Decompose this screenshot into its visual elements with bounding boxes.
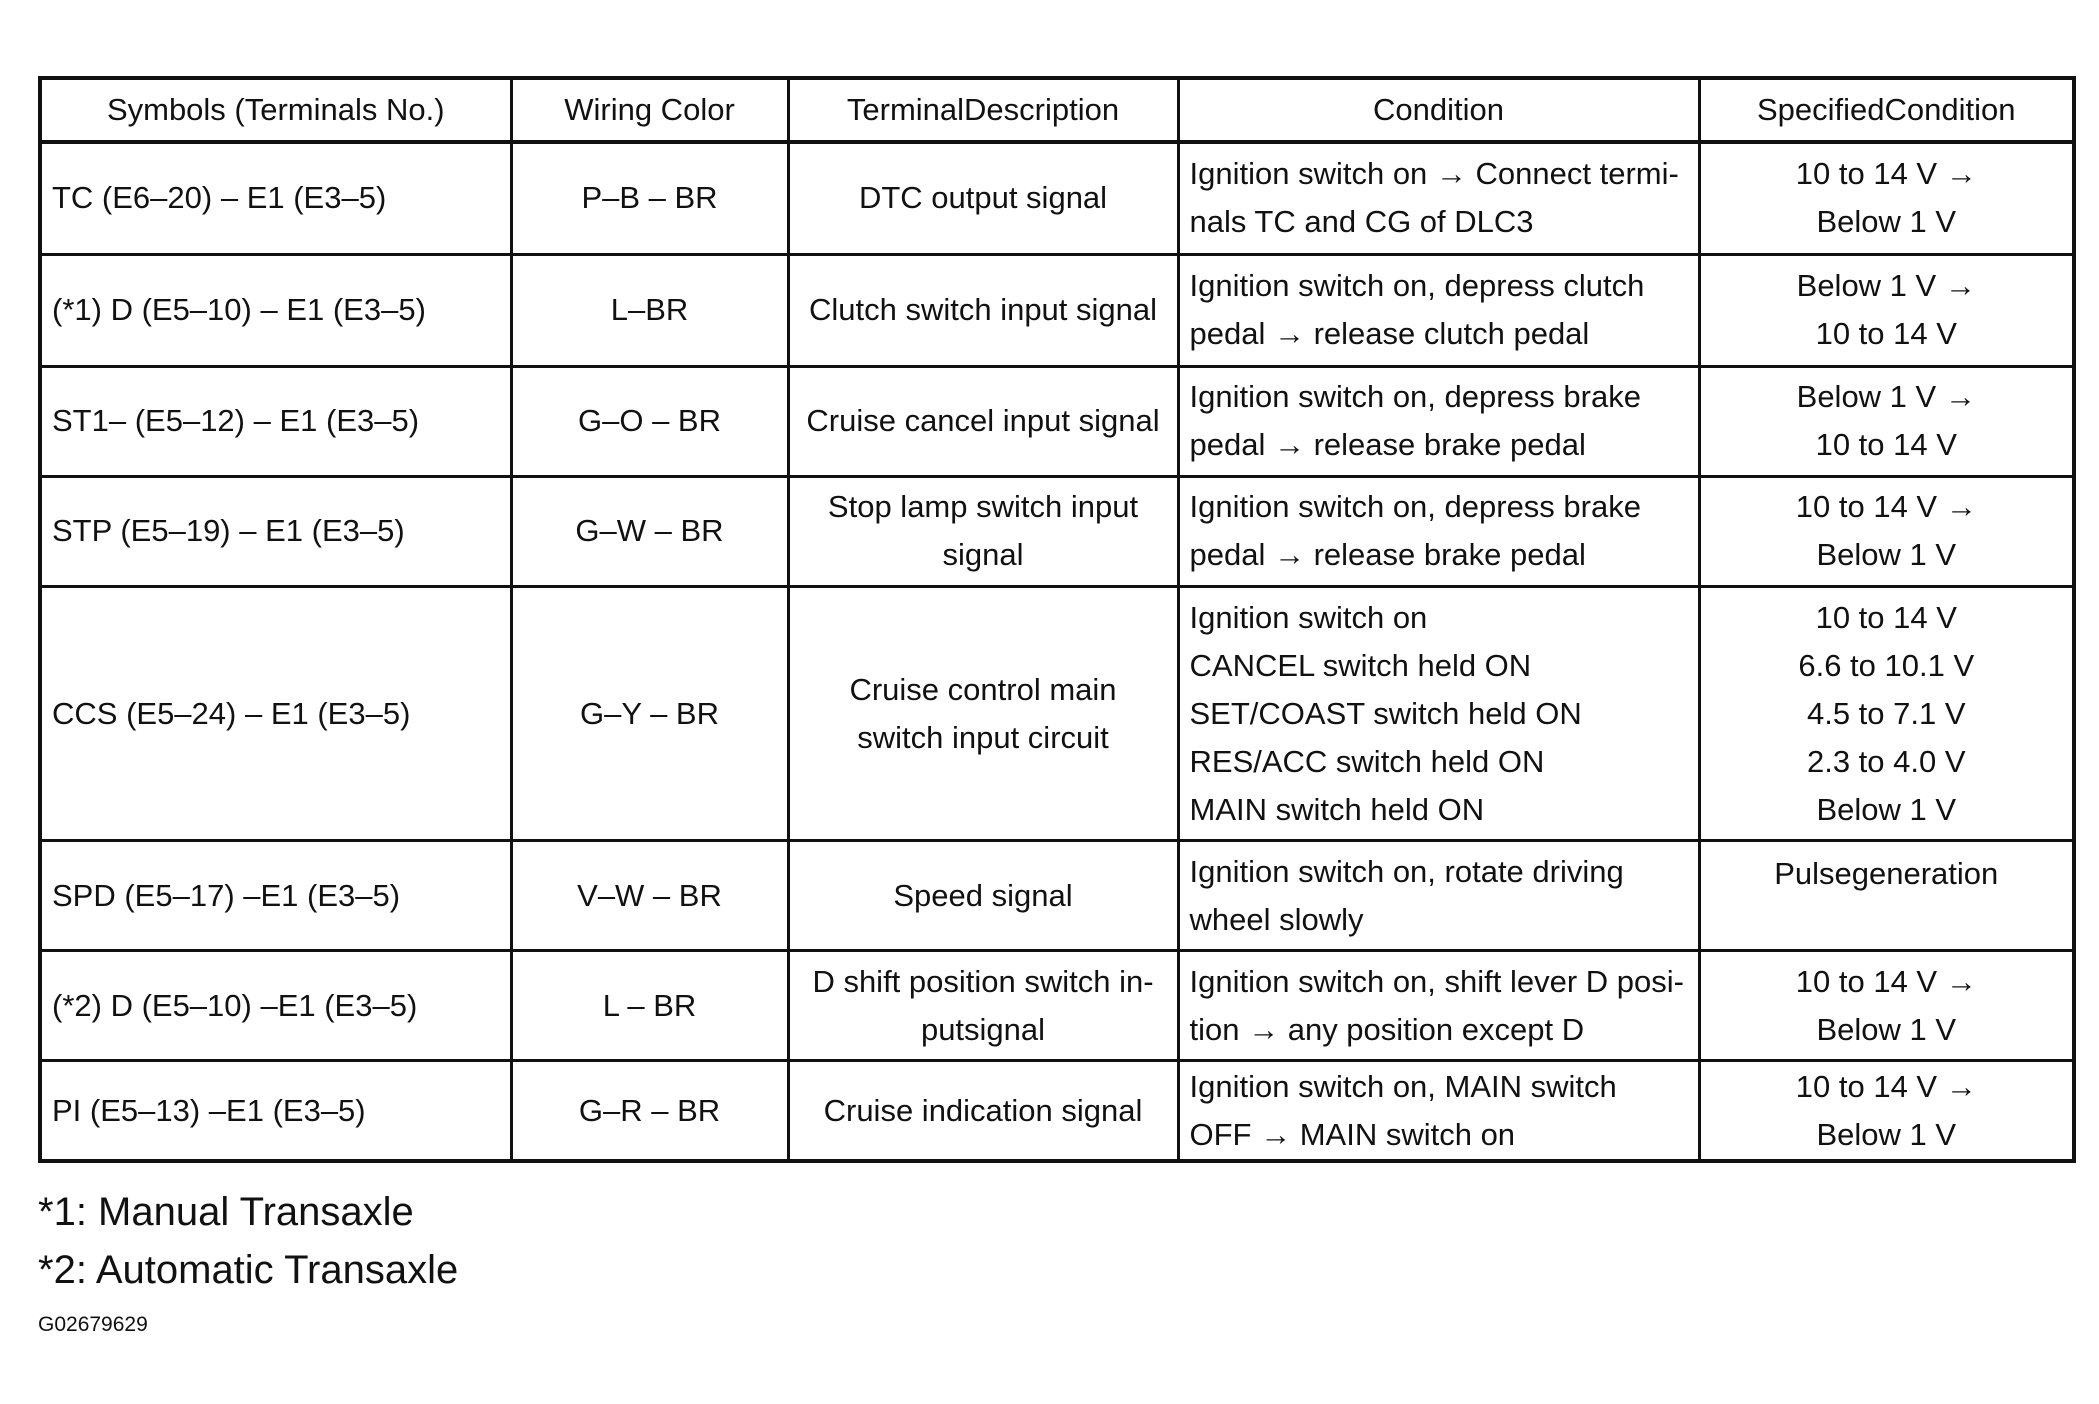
specified-condition-cell — [1699, 951, 2074, 1061]
header-terminal-description: TerminalDescription — [788, 78, 1178, 142]
specified-condition-cell-line: 10 to 14 V → — [1795, 489, 1977, 525]
wiring-color-cell: L–BR — [511, 254, 788, 366]
specified-condition-cell-line: 6.6 to 10.1 V — [1798, 647, 1975, 683]
condition-cell-line: tion → any position except D — [1189, 1011, 1585, 1047]
symbol-cell: SPD (E5–17) –E1 (E3–5) — [40, 841, 511, 951]
terminal-description-cell — [788, 366, 1178, 476]
figure-code: G02679629 — [38, 1313, 148, 1336]
specified-condition-cell — [1699, 142, 2074, 254]
condition-cell — [1178, 476, 1699, 586]
specified-condition-cell — [1699, 841, 2074, 951]
condition-cell — [1178, 142, 1699, 254]
specified-condition-cell-line: 10 to 14 V → — [1795, 1068, 1977, 1104]
symbol-cell: (*1) D (E5–10) – E1 (E3–5) — [40, 254, 511, 366]
symbol-cell: PI (E5–13) –E1 (E3–5) — [40, 1061, 511, 1161]
terminal-description-cell — [788, 841, 1178, 951]
specified-condition-cell-line: Below 1 V — [1816, 204, 1957, 240]
table-row — [40, 142, 2074, 254]
terminal-description-cell — [788, 142, 1178, 254]
wiring-color-cell: G–R – BR — [511, 1061, 788, 1161]
specified-condition-cell-line: 2.3 to 4.0 V — [1806, 743, 1966, 779]
condition-cell-line: nals TC and CG of DLC3 — [1189, 204, 1534, 240]
table-row — [40, 254, 2074, 366]
header-condition: Condition — [1178, 78, 1699, 142]
condition-cell-line: CANCEL switch held ON — [1189, 647, 1532, 683]
condition-cell — [1178, 1061, 1699, 1161]
specified-condition-cell-line: Below 1 V — [1816, 1011, 1957, 1047]
condition-cell-line: Ignition switch on — [1189, 599, 1428, 635]
terminal-description-cell-line: D shift position switch in- — [812, 963, 1154, 999]
wiring-color-cell: L – BR — [511, 951, 788, 1061]
condition-cell-line: SET/COAST switch held ON — [1189, 695, 1582, 731]
condition-cell — [1178, 366, 1699, 476]
table-row — [40, 1061, 2074, 1161]
terminal-description-cell-line: Cruise control main — [849, 671, 1117, 707]
terminal-description-cell — [788, 1061, 1178, 1161]
specified-condition-cell-line: Below 1 V — [1816, 537, 1957, 573]
wiring-color-cell: V–W – BR — [511, 841, 788, 951]
terminal-description-cell-line: DTC output signal — [858, 180, 1108, 216]
specified-condition-cell-line: 10 to 14 V — [1815, 316, 1957, 352]
condition-cell-line: pedal → release clutch pedal — [1189, 316, 1590, 352]
wiring-color-cell: G–Y – BR — [511, 586, 788, 840]
condition-cell-line: RES/ACC switch held ON — [1189, 743, 1545, 779]
table-row — [40, 951, 2074, 1061]
terminal-description-cell-line: Stop lamp switch input — [827, 489, 1139, 525]
header-wiring-color: Wiring Color — [511, 78, 788, 142]
specified-condition-cell — [1699, 254, 2074, 366]
terminal-description-cell-line: Clutch switch input signal — [808, 292, 1158, 328]
symbol-cell: (*2) D (E5–10) –E1 (E3–5) — [40, 951, 511, 1061]
specified-condition-cell-line: Below 1 V → — [1796, 379, 1976, 415]
footnote-automatic-transaxle: *2: Automatic Transaxle — [38, 1248, 459, 1292]
terminal-table — [38, 76, 2076, 1163]
table-row — [40, 841, 2074, 951]
condition-cell — [1178, 254, 1699, 366]
terminal-description-cell-line: putsignal — [920, 1011, 1046, 1047]
condition-cell-line: Ignition switch on, shift lever D posi- — [1189, 963, 1684, 999]
symbol-cell: STP (E5–19) – E1 (E3–5) — [40, 476, 511, 586]
specified-condition-cell-line: Below 1 V — [1816, 791, 1957, 827]
condition-cell-line: Ignition switch on, MAIN switch — [1189, 1068, 1617, 1104]
specified-condition-cell — [1699, 586, 2074, 840]
symbol-cell: ST1– (E5–12) – E1 (E3–5) — [40, 366, 511, 476]
condition-cell-line: Ignition switch on, rotate driving — [1189, 853, 1624, 889]
condition-cell-line: Ignition switch on, depress clutch — [1189, 268, 1645, 304]
terminal-description-cell-line: switch input circuit — [857, 719, 1109, 755]
terminal-description-cell-line: Cruise cancel input signal — [806, 403, 1160, 439]
header-symbols: Symbols (Terminals No.) — [40, 78, 511, 142]
terminal-description-cell — [788, 476, 1178, 586]
table-row — [40, 476, 2074, 586]
footnote-manual-transaxle: *1: Manual Transaxle — [38, 1190, 414, 1234]
specified-condition-cell-line: 10 to 14 V → — [1795, 963, 1977, 999]
condition-cell-line: MAIN switch held ON — [1189, 791, 1485, 827]
specified-condition-cell-line: 10 to 14 V — [1815, 427, 1957, 463]
condition-cell — [1178, 951, 1699, 1061]
specified-condition-cell-line: 10 to 14 V — [1815, 599, 1957, 635]
condition-cell — [1178, 586, 1699, 840]
table-row — [40, 366, 2074, 476]
specified-condition-cell-line: Pulsegeneration — [1774, 856, 1999, 892]
terminal-description-cell — [788, 951, 1178, 1061]
symbol-cell: CCS (E5–24) – E1 (E3–5) — [40, 586, 511, 840]
wiring-color-cell: P–B – BR — [511, 142, 788, 254]
wiring-color-cell: G–W – BR — [511, 476, 788, 586]
condition-cell-line: Ignition switch on, depress brake — [1189, 379, 1641, 415]
specified-condition-cell-line: 10 to 14 V → — [1795, 156, 1977, 192]
condition-cell-line: OFF → MAIN switch on — [1189, 1116, 1516, 1152]
header-specified-condition: SpecifiedCondition — [1699, 78, 2074, 142]
table-header-row — [40, 78, 2074, 142]
specified-condition-cell — [1699, 366, 2074, 476]
specified-condition-cell-line: 4.5 to 7.1 V — [1806, 695, 1966, 731]
terminal-description-cell — [788, 586, 1178, 840]
terminal-description-cell-line: signal — [942, 537, 1024, 573]
symbol-cell: TC (E6–20) – E1 (E3–5) — [40, 142, 511, 254]
terminal-description-cell — [788, 254, 1178, 366]
specified-condition-cell — [1699, 476, 2074, 586]
terminal-description-cell-line: Cruise indication signal — [823, 1092, 1143, 1128]
condition-cell-line: pedal → release brake pedal — [1189, 427, 1586, 463]
condition-cell-line: Ignition switch on → Connect termi- — [1189, 156, 1679, 192]
condition-cell-line: wheel slowly — [1189, 901, 1364, 937]
specified-condition-cell — [1699, 1061, 2074, 1161]
specified-condition-cell-line: Below 1 V — [1816, 1116, 1957, 1152]
wiring-color-cell: G–O – BR — [511, 366, 788, 476]
specified-condition-cell-line: Below 1 V → — [1796, 268, 1976, 304]
terminal-description-cell-line: Speed signal — [893, 877, 1073, 913]
condition-cell — [1178, 841, 1699, 951]
condition-cell-line: Ignition switch on, depress brake — [1189, 489, 1641, 525]
condition-cell-line: pedal → release brake pedal — [1189, 537, 1586, 573]
table-row — [40, 586, 2074, 840]
